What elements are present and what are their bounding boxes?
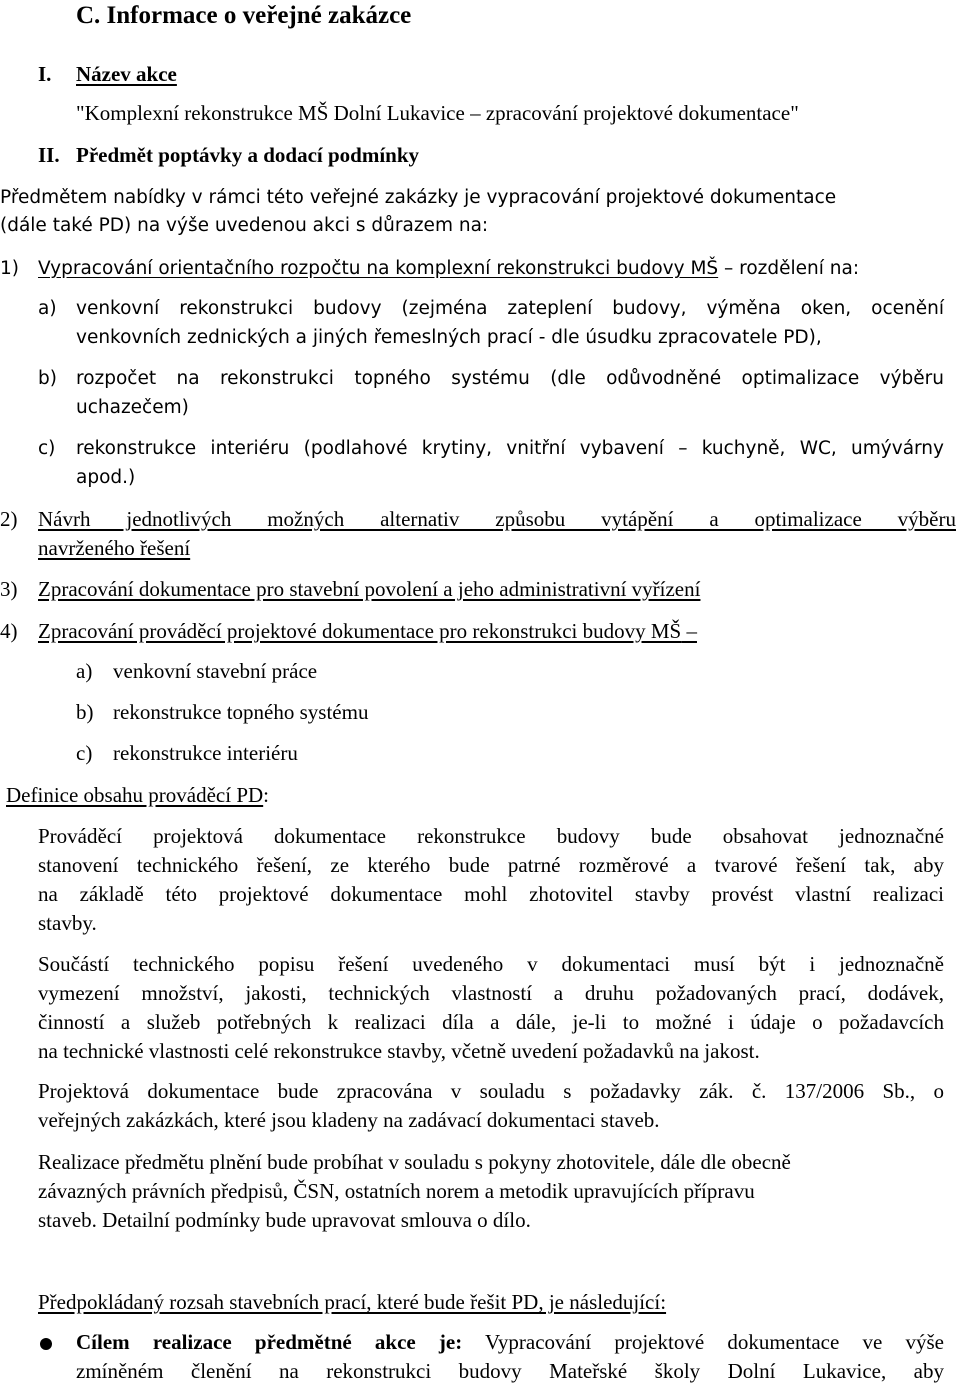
item-3-text: Zpracování dokumentace pro stavební povolení a jeho administrativní vyřízení [38, 577, 701, 601]
item-4-number: 4) [0, 619, 18, 643]
scope-title: Předpokládaný rozsah stavebních prací, které bude řešit PD, je následující: [38, 1290, 667, 1314]
definition-paragraph-3 [38, 1077, 944, 1135]
page-title: C. Informace o veřejné zakázce [76, 2, 412, 29]
bullet-icon [40, 1338, 52, 1350]
intro-line-2: (dále také PD) na výše uvedenou akci s důrazem na: [0, 215, 489, 236]
def-p4-line-2: závazných právních předpisů, ČSN, ostatních norem a metodik upravujících přípravu [38, 1179, 755, 1203]
definition-colon: : [263, 783, 270, 807]
scope-bullet-bold: Cílem realizace předmětné akce je: [76, 1330, 463, 1354]
item-2-number: 2) [0, 507, 18, 531]
item-4a-text: venkovní stavební práce [113, 659, 318, 683]
def-p2-line-2: vymezení množství, jakosti, technických vlastností a druhu požadovaných prací, dodávek, [38, 981, 944, 1005]
item-1c-line-1: rekonstrukce interiéru (podlahové krytiny, vnitřní vybavení – kuchyně, WC, umývárny [76, 438, 944, 459]
def-p1-line-4: stavby. [38, 911, 97, 935]
item-4-dash: – [681, 619, 697, 643]
def-p2-line-3: činností a služeb potřebných k realizaci díla a dále, je-li to možné i údaje o požadavcích [38, 1010, 944, 1034]
item-1-suffix: – rozdělení na: [718, 258, 860, 279]
definition-title: Definice obsahu prováděcí PD [6, 783, 264, 807]
item-3-number: 3) [0, 577, 18, 601]
item-4-text: Zpracování prováděcí projektové dokumentace pro rekonstrukci budovy MŠ [38, 619, 682, 643]
item-4-line [38, 617, 697, 646]
item-2-line-2: navrženého řešení [38, 536, 191, 560]
item-1c-text [76, 434, 944, 492]
def-p1-line-2: stanovení technického řešení, ze kterého bude patrné rozměrové a tvarové řešení tak, aby [38, 853, 944, 877]
scope-bullet-line-2: zmíněném členění na rekonstrukci budovy Mateřské školy Dolní Lukavice, aby [76, 1359, 944, 1383]
def-p1-line-1: Prováděcí projektová dokumentace rekonstrukce budovy bude obsahovat jednoznačné [38, 824, 944, 848]
section-1-number: I. [38, 62, 52, 86]
definition-paragraph-1 [38, 822, 944, 938]
item-1-title: Vypracování orientačního rozpočtu na komplexní rekonstrukci budovy MŠ [38, 258, 719, 279]
def-p2-line-4: na technické vlastnosti celé rekonstrukce stavby, včetně uvedení požadavků na jakost. [38, 1039, 760, 1063]
item-1c-number: c) [38, 438, 56, 459]
definition-heading [6, 781, 269, 810]
def-p2-line-1: Součástí technického popisu řešení uvedeného v dokumentaci musí být i jednoznačně [38, 952, 944, 976]
item-4c-number: c) [76, 741, 93, 765]
item-1b-number: b) [38, 368, 57, 389]
item-1-line [38, 254, 859, 283]
def-p3-line-1: Projektová dokumentace bude zpracována v souladu s požadavky zák. č. 137/2006 Sb., o [38, 1079, 944, 1103]
item-2-text [38, 505, 956, 563]
def-p1-line-3: na základě této projektové dokumentace mohl zhotovitel stavby provést vlastní realizaci [38, 882, 944, 906]
definition-paragraph-4 [38, 1148, 944, 1235]
scope-bullet [76, 1328, 944, 1386]
section-2-number: II. [38, 143, 60, 167]
item-4c-text: rekonstrukce interiéru [113, 741, 298, 765]
item-1b-line-1: rozpočet na rekonstrukci topného systému (dle odůvodněné optimalizace výběru [76, 368, 944, 389]
item-1a-line-2: venkovních zednických a jiných řemeslných prací - dle úsudku zpracovatele PD), [76, 327, 822, 348]
project-name: "Komplexní rekonstrukce MŠ Dolní Lukavice – zpracování projektové dokumentace" [76, 101, 799, 125]
definition-paragraph-2 [38, 950, 944, 1066]
item-4a-number: a) [76, 659, 93, 683]
section-1-title: Název akce [76, 62, 177, 86]
item-1a-line-1: venkovní rekonstrukci budovy (zejména zateplení budovy, výměna oken, ocenění [76, 298, 944, 319]
scope-bullet-line-1 [76, 1328, 944, 1357]
item-2-line-1: Návrh jednotlivých možných alternativ způsobu vytápění a optimalizace výběru [38, 507, 956, 531]
item-1-number: 1) [0, 258, 19, 279]
item-1c-line-2: apod.) [76, 467, 136, 488]
item-1a-text [76, 294, 944, 352]
def-p3-line-2: veřejných zakázkách, které jsou kladeny na zadávací dokumentaci staveb. [38, 1108, 660, 1132]
item-1b-line-2: uchazečem) [76, 397, 189, 418]
def-p4-line-1: Realizace předmětu plnění bude probíhat v souladu s pokyny zhotovitele, dále dle obecně [38, 1150, 791, 1174]
intro-line-1: Předmětem nabídky v rámci této veřejné zakázky je vypracování projektové dokumentace [0, 187, 837, 208]
section-2-title: Předmět poptávky a dodací podmínky [76, 143, 420, 167]
item-4b-number: b) [76, 700, 94, 724]
item-4b-text: rekonstrukce topného systému [113, 700, 369, 724]
item-1b-text [76, 364, 944, 422]
item-1a-number: a) [38, 298, 57, 319]
def-p4-line-3: staveb. Detailní podmínky bude upravovat smlouva o dílo. [38, 1208, 531, 1232]
scope-bullet-text: Vypracování projektové dokumentace ve výše [462, 1330, 944, 1354]
